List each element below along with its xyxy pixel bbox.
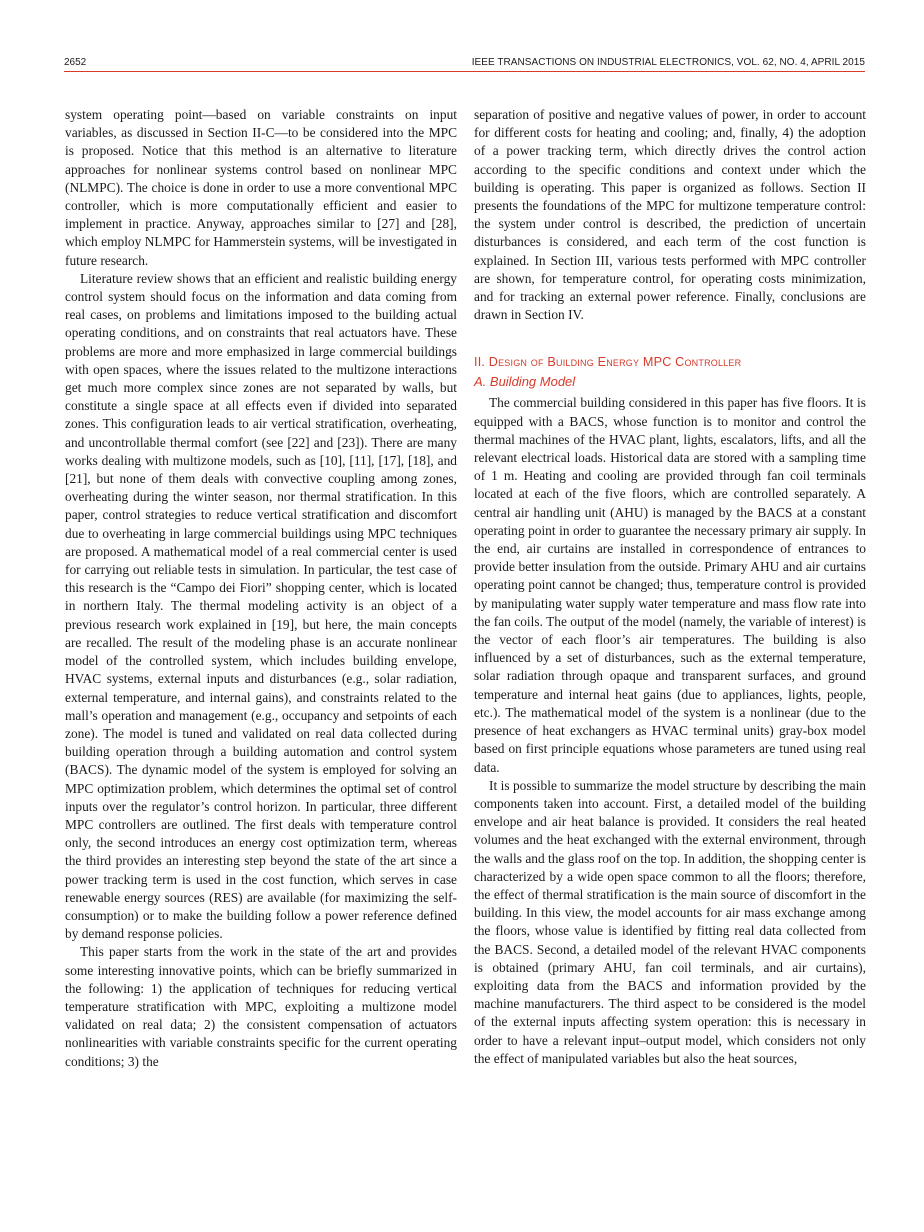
paragraph: Literature review shows that an efficient and realistic building energy control system should focus on the information and data coming from real cases, on problems and limitations imposed to the building actual operating conditions, and on constraints that real actuators have. These problems are more and more emphasized in large commercial buildings with open spaces, where the issues related to the multizone interactions get much more complex since zones are not separated by walls, but constitute a single space at all effects even if divided into separated zones. This configuration leads to air vertical stratification, overheating, and uncontrollable thermal comfort (see [22] and [23]). There are many works dealing with multizone models, such as [10], [11], [17], [18], and [21], but none of them deals with convective coupling among zones, overheating during the winter season, nor thermal stratification. In this paper, control strategies to reduce vertical stratification and discomfort due to overheating in large commercial buildings using MPC techniques are proposed. A mathematical model of a real commercial center is used for carrying out reliable tests in simulation. In particular, the test case of this research is the “Campo dei Fiori” shopping center, which is located in northern Italy. The thermal modeling activity is an object of a previous research work explained in [19], but here, the main concepts are recalled. The result of the modeling phase is an accurate nonlinear model of the controlled system, which includes building envelope, HVAC systems, external inputs and disturbances (e.g., solar radiation, external temperature, and internal gains), and constraints related to the mall’s operation and management (e.g., occupancy and setpoints of each zone). The model is tuned and validated on real data collected during building operation through a building automation and control system (BACS). The dynamic model of the system is employed for solving an MPC optimization problem, which determines the optimal set of control inputs over the regulator’s control horizon. In particular, three different MPC controllers are outlined. The first deals with temperature control only, the second introduces an energy cost optimization term, whereas the third provides an interesting step beyond the state of the art since a power tracking term is used in the cost function, which serves in case renewable energy sources (RES) are available (for maximizing the self-consumption) or to make the building follow a power reference defined by demand response policies.: [65, 270, 457, 942]
paragraph: It is possible to summarize the model structure by describing the main components taken into account. First, a detailed model of the building envelope and air heat balance is provided. It considers the real heated volumes and the heat exchanged with the external environment, through the walls and the glass roof on the top. In addition, the shopping center is characterized by a wide open space common to all the floors; therefore, the effect of thermal stratification is the main source of discomfort in the building. In this view, the model accounts for air mass exchange among the floors, whose value is identified by fitting real data collected from the BACS. Second, a detailed model of the relevant HVAC components is obtained (primary AHU, fan coil terminals, and air curtains), exploiting data from the BACS and information provided by the machine manufacturers. The third aspect to be considered is the model of the external inputs affecting system operation: this is necessary in order to have a relevant input–output model, which considers not only the effect of manipulated variables but also the heat sources,: [474, 777, 866, 1066]
section-heading: II. Design of Building Energy MPC Controller: [474, 355, 742, 370]
header-rule: [64, 71, 865, 72]
paragraph: This paper starts from the work in the state of the art and provides some interesting innovative points, which can be briefly summarized in the following: 1) the application of techniques for reducing vertical temperature stratification with MPC, exploiting a multizone model validated on real data; 2) the consistent compensation of actuators nonlinearities with variable constraints specific for the current operating conditions; 3) the: [65, 944, 457, 1069]
page-header: [64, 57, 865, 71]
paragraph: separation of positive and negative values of power, in order to account for different costs for heating and cooling; and, finally, 4) the adoption of a power tracking term, which directly drives the control action according to the specific conditions and context under which the building is operating. This paper is organized as follows. Section II presents the foundations of the MPC for multizone temperature control: the system under control is described, the prediction of uncertain disturbances is considered, and each term of the cost function is explained. In Section III, various tests performed with MPC controller are shown, for temperature control, for operating costs minimization, and for tracking an external power reference. Finally, conclusions are drawn in Section IV.: [474, 107, 866, 323]
subsection-heading: A. Building Model: [474, 374, 576, 390]
page-number: 2652: [64, 57, 87, 68]
left-column: [65, 106, 457, 1071]
paragraph: system operating point—based on variable constraints on input variables, as discussed in Section II-C—to be considered into the MPC is proposed. Notice that this method is an alternative to literature approaches for nonlinear systems control based on nonlinear MPC (NLMPC). The choice is done in order to use a more conventional MPC controller, which is more computationally efficient and easier to implement in practice. Anyway, approaches similar to [27] and [28], which employ NLMPC for Hammerstein systems, will be investigated in future research.: [65, 107, 457, 268]
right-column: [474, 106, 866, 1068]
journal-title: IEEE TRANSACTIONS ON INDUSTRIAL ELECTRONICS, VOL. 62, NO. 4, APRIL 2015: [471, 57, 865, 68]
paragraph: The commercial building considered in this paper has five floors. It is equipped with a BACS, whose function is to monitor and control the thermal machines of the HVAC plant, lights, escalators, lifts, and all the relevant electrical loads. Historical data are stored with a sampling time of 1 m. Heating and cooling are provided through fan coil terminals located at each of the five floors, which are controlled separately. A central air handling unit (AHU) is managed by the BACS at a constant operating point in order to guarantee the necessary primary air supply. In the end, air curtains are installed in correspondence of entrances to provide better insulation from the outside. Primary AHU and air curtains operating point cannot be changed; thus, temperature control is provided by manipulating water supply water temperature and mass flow rate into the fan coils. The output of the model (namely, the variable of interest) is the vector of each floor’s air temperatures. The building is also influenced by a set of disturbances, such as the external temperature, solar radiation through opaque and transparent surfaces, and ground temperature and internal heat gains (due to appliances, lights, people, etc.). The mathematical model of the system is a nonlinear (due to the presence of heat exchangers as HVAC terminal units) gray-box model based on first principle equations whose parameters are tuned using real data.: [474, 395, 866, 775]
